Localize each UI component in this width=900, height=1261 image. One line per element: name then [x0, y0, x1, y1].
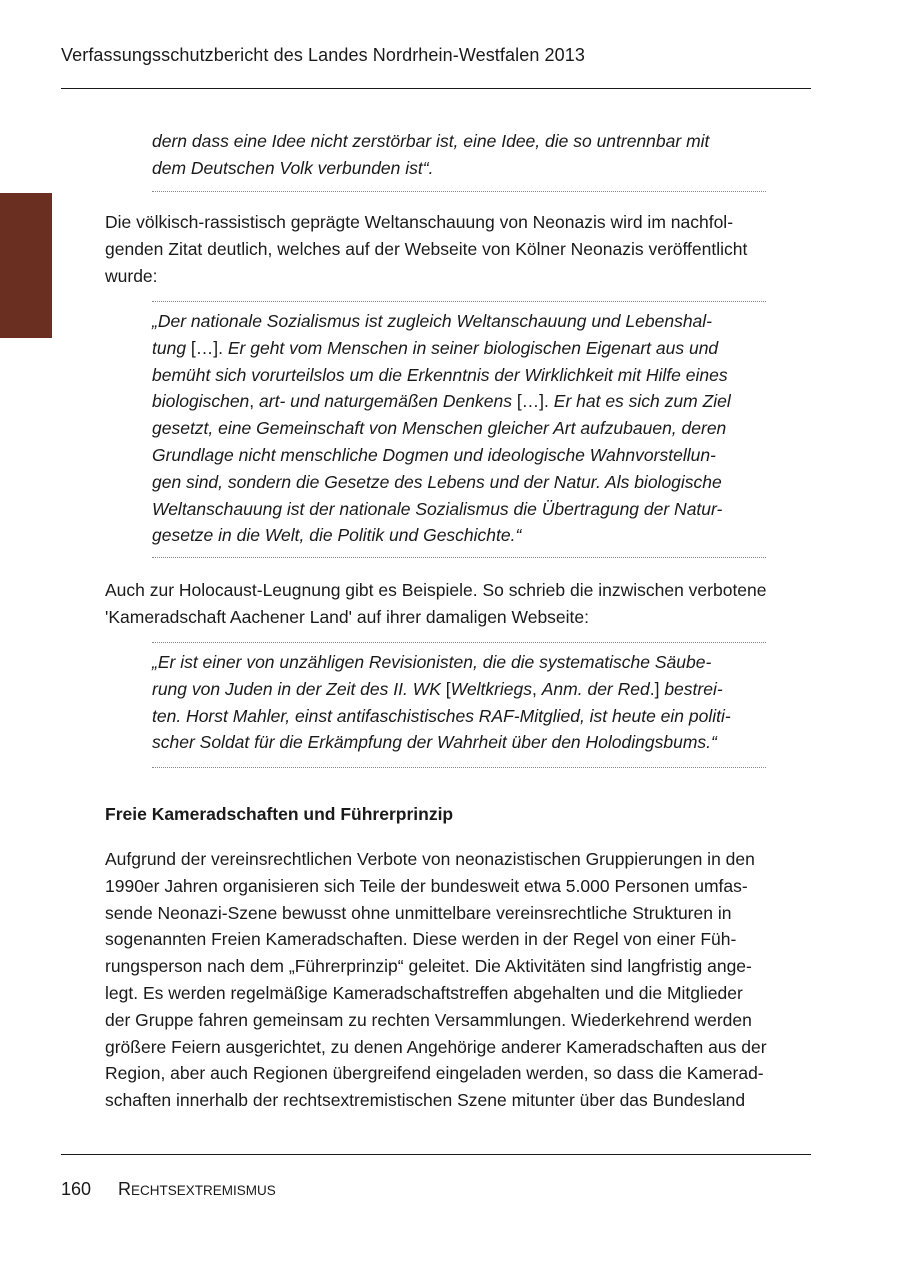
running-footer-section: RECHTSEXTREMISMUS: [118, 1179, 276, 1199]
text-line: wurde:: [105, 265, 158, 286]
dotted-separator: [152, 642, 766, 643]
quote-line: gen sind, sondern die Gesetze des Lebens und der Natur. Als biologische: [152, 471, 722, 492]
quote-line: tung […]. Er geht vom Menschen in seiner biologischen Eigenart aus und: [152, 337, 719, 358]
quote-line: „Er ist einer von unzähligen Revisionisten, die die systematische Säube-: [152, 652, 712, 672]
body-paragraph: [105, 846, 811, 1114]
text-line: der Gruppe fahren gemeinsam zu rechten Versammlungen. Wiederkehrend werden: [105, 1009, 752, 1030]
text-line: sende Neonazi-Szene bewusst ohne unmittelbare vereinsrechtliche Strukturen in: [105, 902, 732, 923]
quote-line: „Der nationale Sozialismus ist zugleich Weltanschauung und Lebenshal-: [152, 311, 712, 331]
text-line: rungsperson nach dem „Führerprinzip“ geleitet. Die Aktivitäten sind langfristig ange-: [105, 956, 752, 977]
quote-line: Grundlage nicht menschliche Dogmen und ideologische Wahnvorstellun-: [152, 444, 716, 465]
quote-line: dern dass eine Idee nicht zerstörbar ist, eine Idee, die so untrennbar mit: [152, 131, 710, 151]
quote-line: rung von Juden in der Zeit des II. WK [Weltkriegs, Anm. der Red.] bestrei-: [152, 678, 723, 699]
text-line: Auch zur Holocaust-Leugnung gibt es Beispiele. So schrieb die inzwischen verbotene: [105, 580, 767, 600]
running-header: Verfassungsschutzbericht des Landes Nordrhein-Westfalen 2013: [61, 45, 585, 65]
quote-line: ten. Horst Mahler, einst antifaschistisches RAF-Mitglied, ist heute ein politi-: [152, 705, 731, 726]
quote-line: biologischen, art- und naturgemäßen Denkens […]. Er hat es sich zum Ziel: [152, 391, 731, 412]
quote-line: Weltanschauung ist der nationale Sozialismus die Übertragung der Natur-: [152, 498, 723, 519]
header-rule: [61, 88, 811, 89]
page-number: 160: [61, 1179, 92, 1199]
dotted-separator: [152, 557, 766, 558]
dotted-separator: [152, 301, 766, 302]
text-line: Aufgrund der vereinsrechtlichen Verbote von neonazistischen Gruppierungen in den: [105, 849, 755, 869]
text-line: legt. Es werden regelmäßige Kameradschaftstreffen abgehalten und die Mitglieder: [105, 982, 743, 1003]
text-line: größere Feiern ausgerichtet, zu denen Angehörige anderer Kameradschaften aus der: [105, 1036, 767, 1057]
footer-rule: [61, 1154, 811, 1155]
text-line: sogenannten Freien Kameradschaften. Diese werden in der Regel von einer Füh-: [105, 929, 737, 950]
chapter-tab: [0, 193, 52, 338]
text-line: Die völkisch-rassistisch geprägte Weltanschauung von Neonazis wird im nachfol-: [105, 212, 734, 232]
text-line: 'Kameradschaft Aachener Land' auf ihrer damaligen Webseite:: [105, 606, 590, 627]
blockquote: [152, 649, 766, 756]
quote-line: gesetze in die Welt, die Politik und Geschichte.“: [152, 525, 522, 546]
body-paragraph: [105, 209, 811, 289]
quote-line: gesetzt, eine Gemeinschaft von Menschen gleicher Art aufzubauen, deren: [152, 418, 727, 439]
quote-line: scher Soldat für die Erkämpfung der Wahrheit über den Holodingsbums.“: [152, 732, 717, 753]
quote-line: dem Deutschen Volk verbunden ist“.: [152, 157, 434, 178]
blockquote: [152, 308, 766, 549]
text-line: genden Zitat deutlich, welches auf der Webseite von Kölner Neonazis veröffentlicht: [105, 238, 748, 259]
quote-line: bemüht sich vorurteilslos um die Erkenntnis der Wirklichkeit mit Hilfe eines: [152, 364, 728, 385]
section-heading: Freie Kameradschaften und Führerprinzip: [105, 804, 454, 824]
text-line: Region, aber auch Regionen übergreifend eingeladen werden, so dass die Kamerad-: [105, 1063, 764, 1084]
text-line: schaften innerhalb der rechtsextremistischen Szene mitunter über das Bundesland: [105, 1090, 746, 1111]
text-line: 1990er Jahren organisieren sich Teile der bundesweit etwa 5.000 Personen umfas-: [105, 875, 748, 896]
quote-continuation: [152, 128, 766, 182]
dotted-separator: [152, 191, 766, 192]
body-paragraph: [105, 577, 811, 631]
dotted-separator: [152, 767, 766, 768]
